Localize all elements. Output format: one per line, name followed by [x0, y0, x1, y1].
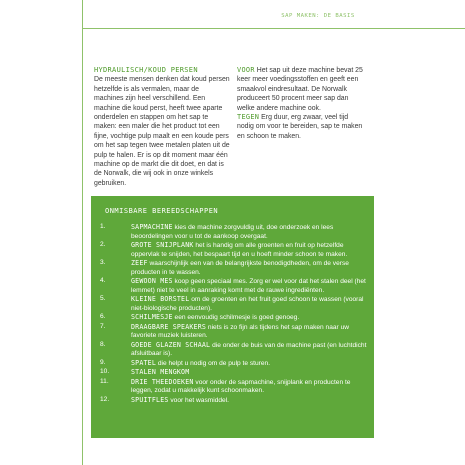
header-rule	[82, 28, 465, 29]
list-item	[100, 378, 368, 396]
section-body: De meeste mensen denken dat koud persen hetzelfde is als vermalen, maar de machines zijn heel verschillend. Een machine die koud perst, heeft twee aparte onderdelen en stappen om het sap te maken: een maler die het product tot een fijne, vochtige pulp maalt en een koude pers om het sap tegen twee metalen platen uit de pulp te halen. Er is op dit moment maar één machine op de markt die dit doet, en dat is de Norwalk, die wij ook in onze winkels gebruiken.	[94, 76, 230, 187]
item-text: koop geen speciaal mes. Zorg er wel voor dat het stalen deel (het lemmet) niet te veel in aanraking komt met de rauwe ingrediënten.	[131, 278, 366, 294]
item-text: voor onder de sapmachine, snijplank en producten te leggen, zodat u makkelijk kunt schoonmaken.	[131, 378, 351, 394]
item-term: SCHILMESJE	[131, 313, 173, 321]
item-term: GOEDE GLAZEN SCHAAL	[131, 340, 211, 349]
item-term: DRIE THEEDOEKEN	[131, 377, 194, 386]
section-heading: HYDRAULISCH/KOUD PERSEN	[94, 66, 198, 74]
item-text: voor het wasmiddel.	[170, 396, 230, 404]
item-term: GEWOON MES	[131, 277, 173, 285]
item-text: waarschijnlijk een van de belangrijkste benodigdheden, om de verse producten in te wassen.	[131, 260, 349, 276]
item-number: 4.	[100, 277, 106, 284]
item-number: 2.	[100, 241, 106, 248]
item-text: om de groenten en het fruit goed schoon te wassen (vooral niet-biologische producten).	[131, 296, 364, 312]
list-item	[100, 259, 368, 277]
item-term: STALEN MENGKOM	[131, 368, 190, 376]
con-text: Erg duur, erg zwaar, veel tijd nodig om voor te bereiden, sap te maken en schoon te maken.	[237, 114, 363, 140]
list-item	[100, 368, 368, 378]
pro-text: Het sap uit deze machine bevat 25 keer meer voedingsstoffen en geeft een smaakvol eindresultaat. De Norwalk produceert 50 procent meer sap dan welke andere machine ook.	[237, 67, 363, 112]
list-item	[100, 359, 368, 369]
item-term: SPUITFLES	[131, 395, 169, 404]
list-item	[100, 313, 368, 323]
list-item	[100, 323, 368, 341]
tools-list	[100, 223, 368, 405]
con-label: TEGEN	[237, 113, 260, 122]
list-item	[100, 341, 368, 359]
margin-rule-vertical	[82, 0, 83, 465]
item-text: die onder de buis van de machine past (en luchtdicht afsluitbaar is).	[131, 341, 367, 357]
left-column	[94, 66, 230, 188]
item-number: 3.	[100, 259, 106, 266]
list-item	[100, 223, 368, 241]
pro-paragraph	[237, 66, 365, 113]
item-text: niets is zo fijn als tijdens het sap maken naar uw favoriete muziek luisteren.	[131, 323, 350, 339]
list-item	[100, 396, 368, 406]
item-number: 1.	[100, 223, 106, 230]
item-number: 12.	[100, 395, 110, 403]
item-text: het is handig om alle groenten en fruit op hetzelfde oppervlak te snijden, het bespaart tijd en u hoeft minder schoon te maken.	[131, 242, 348, 258]
list-item	[100, 277, 368, 295]
item-number: 7.	[100, 322, 106, 330]
item-number: 6.	[100, 313, 106, 320]
item-number: 5.	[100, 295, 106, 302]
item-text: kies de machine zorgvuldig uit, doe onderzoek en lees beoordelingen voor u tot de aankoop overgaat.	[131, 224, 334, 240]
item-term: SAPMACHINE	[131, 223, 173, 231]
right-column	[237, 66, 365, 141]
item-term: GROTE SNIJPLANK	[131, 241, 194, 249]
tools-box	[91, 196, 374, 438]
item-term: SPATEL	[131, 358, 157, 367]
item-text: die helpt u nodig om de pulp te sturen.	[157, 359, 271, 367]
item-number: 11.	[100, 377, 109, 385]
running-header: SAP MAKEN: DE BASIS	[281, 13, 355, 19]
item-number: 8.	[100, 340, 106, 348]
item-number: 10.	[100, 368, 110, 375]
tools-box-title: ONMISBARE BEREEDSCHAPPEN	[105, 207, 219, 215]
list-item	[100, 241, 368, 259]
item-text: een eenvoudig schilmesje is goed genoeg.	[174, 314, 300, 321]
item-number: 9.	[100, 358, 106, 366]
list-item	[100, 295, 368, 313]
item-term: ZEEF	[131, 259, 148, 267]
item-term: DRAAGBARE SPEAKERS	[131, 322, 207, 331]
pro-label: VOOR	[237, 66, 255, 74]
item-term: KLEINE BORSTEL	[131, 295, 190, 303]
con-paragraph	[237, 113, 365, 141]
